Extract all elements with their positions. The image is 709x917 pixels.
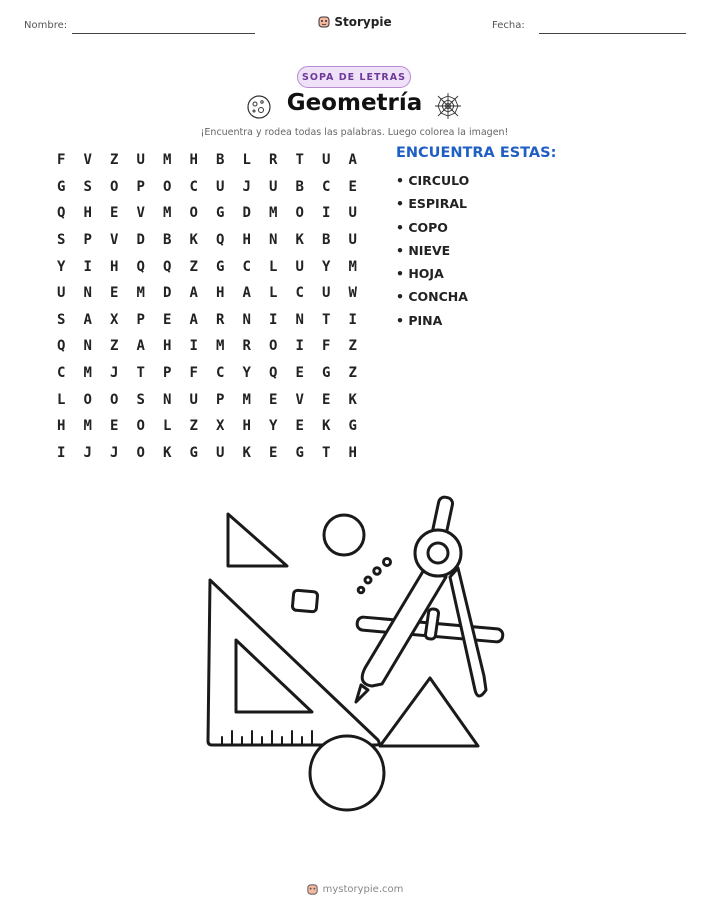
grid-cell[interactable]: P — [163, 365, 172, 382]
grid-cell[interactable]: N — [269, 232, 278, 249]
grid-cell[interactable]: C — [242, 258, 251, 275]
compass-pencil-tip — [356, 685, 368, 702]
grid-cell[interactable]: E — [322, 391, 331, 408]
grid-cell[interactable]: I — [83, 258, 92, 275]
grid-cell[interactable]: S — [83, 178, 92, 195]
grid-cell[interactable]: Z — [110, 338, 119, 355]
grid-cell[interactable]: C — [216, 365, 225, 382]
grid-cell[interactable]: A — [136, 338, 145, 355]
grid-cell[interactable]: J — [110, 444, 119, 461]
grid-cell[interactable]: B — [322, 232, 331, 249]
grid-cell[interactable]: E — [110, 205, 119, 222]
grid-cell[interactable]: G — [189, 444, 198, 461]
grid-cell[interactable]: K — [242, 444, 251, 461]
grid-cell[interactable]: I — [189, 338, 198, 355]
dot-shape — [384, 559, 391, 566]
grid-cell[interactable]: P — [136, 311, 145, 328]
grid-cell[interactable]: S — [136, 391, 145, 408]
grid-cell[interactable]: I — [348, 311, 357, 328]
grid-cell[interactable]: G — [322, 365, 331, 382]
triangle-shape — [380, 678, 478, 746]
grid-cell[interactable]: M — [348, 258, 357, 275]
grid-cell[interactable]: C — [57, 365, 66, 382]
grid-cell[interactable]: U — [295, 258, 304, 275]
grid-cell[interactable]: I — [322, 205, 331, 222]
grid-cell[interactable]: X — [216, 418, 225, 435]
large-circle-shape — [310, 736, 384, 810]
grid-cell[interactable]: R — [242, 338, 251, 355]
grid-cell[interactable]: K — [348, 391, 357, 408]
grid-cell[interactable]: N — [242, 311, 251, 328]
footer-url[interactable]: mystorypie.com — [322, 884, 404, 895]
grid-cell[interactable]: D — [136, 232, 145, 249]
grid-cell[interactable]: H — [216, 285, 225, 302]
grid-cell[interactable]: L — [163, 418, 172, 435]
grid-cell[interactable]: S — [57, 232, 66, 249]
grid-cell[interactable]: H — [83, 205, 92, 222]
grid-cell[interactable]: K — [189, 232, 198, 249]
grid-cell[interactable]: Q — [136, 258, 145, 275]
grid-cell[interactable]: Z — [189, 418, 198, 435]
grid-cell[interactable]: Z — [348, 365, 357, 382]
grid-cell[interactable]: O — [269, 338, 278, 355]
grid-cell[interactable]: U — [216, 444, 225, 461]
grid-cell[interactable]: O — [110, 391, 119, 408]
grid-cell[interactable]: F — [57, 152, 66, 169]
top-circle-shape — [324, 515, 364, 555]
grid-cell[interactable]: G — [348, 418, 357, 435]
word-item: • CONCHA — [396, 289, 468, 305]
storypie-logo-icon — [306, 883, 319, 896]
grid-cell[interactable]: N — [83, 285, 92, 302]
grid-cell[interactable]: R — [269, 152, 278, 169]
grid-cell[interactable]: T — [295, 152, 304, 169]
grid-cell[interactable]: A — [242, 285, 251, 302]
grid-cell[interactable]: I — [57, 444, 66, 461]
grid-cell[interactable]: Y — [269, 418, 278, 435]
grid-cell[interactable]: Q — [216, 232, 225, 249]
grid-cell[interactable]: D — [242, 205, 251, 222]
grid-cell[interactable]: O — [136, 444, 145, 461]
dot-shape — [365, 577, 371, 583]
grid-cell[interactable]: U — [216, 178, 225, 195]
grid-cell[interactable]: Q — [163, 258, 172, 275]
grid-cell[interactable]: V — [136, 205, 145, 222]
word-item: • HOJA — [396, 266, 444, 282]
grid-cell[interactable]: M — [83, 365, 92, 382]
grid-cell[interactable]: L — [242, 152, 251, 169]
grid-cell[interactable]: K — [322, 418, 331, 435]
grid-cell[interactable]: M — [163, 205, 172, 222]
grid-cell[interactable]: X — [110, 311, 119, 328]
grid-cell[interactable]: C — [322, 178, 331, 195]
page-title: Geometría — [286, 90, 423, 116]
grid-cell[interactable]: H — [163, 338, 172, 355]
grid-cell[interactable]: G — [295, 444, 304, 461]
grid-cell[interactable]: N — [163, 391, 172, 408]
grid-cell[interactable]: H — [242, 418, 251, 435]
grid-cell[interactable]: P — [83, 232, 92, 249]
small-triangle-shape — [228, 514, 287, 566]
name-label: Nombre: — [24, 20, 68, 31]
grid-cell[interactable]: H — [57, 418, 66, 435]
grid-cell[interactable]: U — [189, 391, 198, 408]
grid-cell[interactable]: G — [216, 258, 225, 275]
grid-cell[interactable]: A — [189, 311, 198, 328]
grid-cell[interactable]: A — [83, 311, 92, 328]
grid-cell[interactable]: R — [216, 311, 225, 328]
grid-cell[interactable]: U — [322, 285, 331, 302]
grid-cell[interactable]: M — [269, 205, 278, 222]
grid-cell[interactable]: U — [348, 232, 357, 249]
word-item: • COPO — [396, 219, 448, 235]
grid-cell[interactable]: Q — [57, 338, 66, 355]
grid-cell[interactable]: H — [189, 152, 198, 169]
grid-cell[interactable]: O — [189, 205, 198, 222]
grid-cell[interactable]: E — [295, 418, 304, 435]
grid-cell[interactable]: F — [322, 338, 331, 355]
grid-cell[interactable]: A — [189, 285, 198, 302]
grid-cell[interactable]: P — [136, 178, 145, 195]
grid-cell[interactable]: V — [83, 152, 92, 169]
grid-cell[interactable]: U — [57, 285, 66, 302]
dot-shape — [374, 568, 380, 574]
grid-cell[interactable]: T — [136, 365, 145, 382]
word-item: • ESPIRAL — [396, 196, 467, 212]
date-label: Fecha: — [492, 20, 525, 31]
grid-cell[interactable]: M — [242, 391, 251, 408]
instructions: ¡Encuentra y rodea todas las palabras. Luego colorea la imagen! — [200, 127, 509, 138]
grid-cell[interactable]: P — [216, 391, 225, 408]
grid-cell[interactable]: M — [83, 418, 92, 435]
grid-cell[interactable]: E — [348, 178, 357, 195]
small-square-shape — [292, 590, 318, 612]
grid-cell[interactable]: O — [295, 205, 304, 222]
grid-cell[interactable]: M — [163, 152, 172, 169]
grid-cell[interactable]: Q — [57, 205, 66, 222]
grid-cell[interactable]: I — [295, 338, 304, 355]
grid-cell[interactable]: L — [57, 391, 66, 408]
grid-cell[interactable]: H — [242, 232, 251, 249]
grid-cell[interactable]: Z — [189, 258, 198, 275]
grid-cell[interactable]: E — [269, 444, 278, 461]
grid-cell[interactable]: H — [348, 444, 357, 461]
grid-cell[interactable]: M — [216, 338, 225, 355]
grid-cell[interactable]: C — [295, 285, 304, 302]
grid-cell[interactable]: Z — [110, 152, 119, 169]
grid-cell[interactable]: E — [110, 418, 119, 435]
grid-cell[interactable]: M — [136, 285, 145, 302]
grid-cell[interactable]: L — [269, 258, 278, 275]
grid-cell[interactable]: J — [83, 444, 92, 461]
grid-cell[interactable]: U — [136, 152, 145, 169]
grid-cell[interactable]: I — [269, 311, 278, 328]
grid-cell[interactable]: F — [189, 365, 198, 382]
grid-cell[interactable]: T — [322, 311, 331, 328]
grid-cell[interactable]: U — [322, 152, 331, 169]
grid-cell[interactable]: Y — [57, 258, 66, 275]
grid-cell[interactable]: D — [163, 285, 172, 302]
grid-cell[interactable]: N — [295, 311, 304, 328]
grid-cell[interactable]: H — [110, 258, 119, 275]
grid-cell[interactable]: C — [189, 178, 198, 195]
grid-cell[interactable]: O — [136, 418, 145, 435]
section-badge: SOPA DE LETRAS — [297, 66, 411, 88]
grid-cell[interactable]: B — [295, 178, 304, 195]
grid-cell[interactable]: O — [83, 391, 92, 408]
grid-cell[interactable]: S — [57, 311, 66, 328]
grid-cell[interactable]: V — [110, 232, 119, 249]
grid-cell[interactable]: Q — [269, 365, 278, 382]
grid-cell[interactable]: A — [348, 152, 357, 169]
grid-cell[interactable]: K — [295, 232, 304, 249]
grid-cell[interactable]: E — [295, 365, 304, 382]
grid-cell[interactable]: U — [269, 178, 278, 195]
grid-cell[interactable]: B — [216, 152, 225, 169]
word-item: • CIRCULO — [396, 173, 470, 188]
grid-cell[interactable]: T — [322, 444, 331, 461]
grid-cell[interactable]: V — [295, 391, 304, 408]
grid-cell[interactable]: B — [163, 232, 172, 249]
grid-cell[interactable]: K — [163, 444, 172, 461]
word-list-title: ENCUENTRA ESTAS: — [396, 145, 557, 161]
grid-cell[interactable]: O — [110, 178, 119, 195]
compass-head-hole — [428, 543, 448, 563]
grid-cell[interactable]: J — [110, 365, 119, 382]
grid-cell[interactable]: G — [57, 178, 66, 195]
grid-cell[interactable]: E — [269, 391, 278, 408]
grid-cell[interactable]: Z — [348, 338, 357, 355]
grid-cell[interactable]: E — [163, 311, 172, 328]
grid-cell[interactable]: O — [163, 178, 172, 195]
grid-cell[interactable]: L — [269, 285, 278, 302]
footer — [0, 881, 709, 900]
grid-cell[interactable]: J — [242, 178, 251, 195]
grid-cell[interactable]: Y — [242, 365, 251, 382]
grid-cell[interactable]: G — [216, 205, 225, 222]
grid-cell[interactable]: E — [110, 285, 119, 302]
compass-hinge-shape — [425, 608, 439, 639]
grid-cell[interactable]: U — [348, 205, 357, 222]
grid-cell[interactable]: W — [348, 285, 357, 302]
brand-name: Storypie — [334, 15, 392, 29]
word-item: • PINA — [396, 312, 443, 328]
word-item: • NIEVE — [396, 242, 451, 258]
grid-cell[interactable]: N — [83, 338, 92, 355]
dot-shape — [358, 587, 364, 593]
grid-cell[interactable]: Y — [322, 258, 331, 275]
